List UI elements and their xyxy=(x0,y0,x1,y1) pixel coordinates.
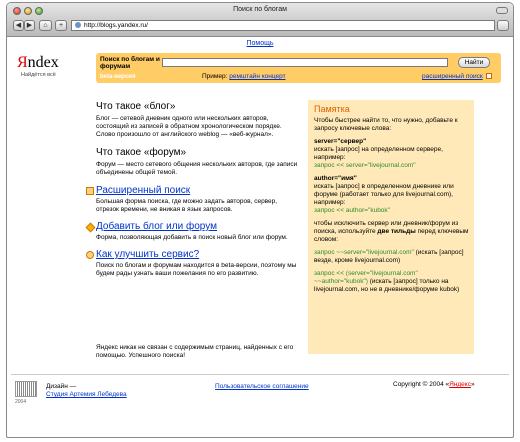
address-bar[interactable] xyxy=(71,20,495,31)
yandex-link[interactable]: Яндекс xyxy=(449,381,471,388)
window-title: Поиск по блогам xyxy=(233,6,287,13)
footer-design xyxy=(46,383,127,399)
search-button[interactable]: Найти xyxy=(458,57,490,68)
advanced-search-text: Большая форма поиска, где можно задать авторов, сервер, отрезок времени, не вникая в язык запросов. xyxy=(96,198,278,213)
add-blog-section xyxy=(96,221,301,242)
memo-author xyxy=(314,175,470,215)
memo-server xyxy=(314,138,470,170)
design-prefix: Дизайн — xyxy=(46,383,77,390)
forward-button[interactable]: ▶ xyxy=(24,20,35,31)
memo-body xyxy=(314,117,470,294)
forum-text: Форум — место сетевого общения нескольких авторов, где записи объединены общей темой. xyxy=(96,161,298,176)
back-button[interactable]: ◀ xyxy=(13,20,24,31)
advanced-search xyxy=(422,73,492,80)
blog-heading: Что такое «блог» xyxy=(96,101,176,112)
add-blog-title-link[interactable]: Добавить блог или форум xyxy=(96,221,217,232)
studio-logo-caption: 2004 xyxy=(15,399,27,405)
copyright: Copyright © 2004 «Яндекс» xyxy=(393,381,475,388)
improve-service-title-link[interactable]: Как улучшить сервис? xyxy=(96,249,200,260)
server-desc: искать [запрос] на определенном сервере, например: xyxy=(314,146,443,161)
logo-tagline: Найдётся всё xyxy=(21,72,56,78)
improve-service-icon xyxy=(86,251,94,259)
memo-panel xyxy=(308,100,474,354)
studio-logo-icon[interactable] xyxy=(15,381,37,397)
beta-label: beta-версия xyxy=(100,74,136,80)
main-content xyxy=(96,101,301,285)
site-icon xyxy=(75,22,81,28)
forum-heading: Что такое «форум» xyxy=(96,147,187,158)
author-example: запрос << author="kubok" xyxy=(314,207,390,214)
improve-service-section xyxy=(96,249,301,278)
advanced-search-icon xyxy=(86,187,94,195)
advanced-search-link[interactable]: расширенный поиск xyxy=(422,73,483,80)
user-agreement-link[interactable]: Пользовательское соглашение xyxy=(215,383,309,390)
yandex-logo[interactable] xyxy=(17,55,77,78)
improve-service-text: Поиск по блогам и форумам находится в beta-версии, поэтому мы будем рады узнать ваши пожелания по его развитию. xyxy=(96,262,297,277)
author-desc: искать [запрос] в определенном дневнике или форуме (работает только для livejournal.com), например: xyxy=(314,183,454,206)
server-key: server="сервер" xyxy=(314,138,367,145)
author-key: author="имя" xyxy=(314,175,357,182)
logo-text: Яndex xyxy=(17,54,59,71)
server-example: запрос << server="livejournal.com" xyxy=(314,162,416,169)
toolbar-toggle-button[interactable] xyxy=(496,7,508,14)
url-text: http://blogs.yandex.ru/ xyxy=(84,22,148,29)
search-label: Поиск по блогам и форумам xyxy=(100,56,160,70)
add-bookmark-button[interactable]: + xyxy=(55,20,67,31)
advanced-search-section xyxy=(96,185,301,214)
search-panel xyxy=(96,53,501,83)
address-dropdown-button[interactable] xyxy=(497,20,509,31)
memo-exclude: чтобы исключить сервер или дневник/форум из поиска, используйте две тильды перед ключевым словом: xyxy=(314,220,469,243)
search-example: Пример: ремштайн концерт xyxy=(202,73,286,80)
home-button[interactable]: ⌂ xyxy=(39,20,52,31)
memo-example-1: запрос ~~server="livejournal.com" (искать [запрос] везде, кроме livejournal.com) xyxy=(314,249,464,264)
help-link[interactable]: Помощь xyxy=(246,40,274,47)
memo-intro: Чтобы быстрее найти то, что нужно, добавьте к запросу ключевые слова: xyxy=(314,117,458,132)
add-blog-icon xyxy=(86,223,96,233)
advanced-search-title-link[interactable]: Расширенный поиск xyxy=(96,185,191,196)
advanced-search-icon xyxy=(486,73,492,79)
title-bar xyxy=(7,3,513,37)
help-row xyxy=(7,40,513,47)
disclaimer: Яндекс никак не связан с содержимым страниц, найденных с его помощью. Успешного поиска! xyxy=(96,344,294,359)
browser-window xyxy=(6,2,514,438)
add-blog-text: Форма, позволяющая добавить в поиск новый блог или форум. xyxy=(96,234,288,241)
memo-example-2: запрос << (server="livejournal.com" ~~author="kubok") (искать [запрос] только на livejournal.com, но не в дневнике/форуме kubok) xyxy=(314,270,460,293)
footer-divider xyxy=(11,374,509,375)
blog-text: Блог — сетевой дневник одного или нескольких авторов, состоящий из записей в обратном хронологическом порядке. Слово произошло от английского weblog — «веб-журнал». xyxy=(96,115,282,138)
search-input[interactable] xyxy=(162,58,448,67)
example-link[interactable]: ремштайн концерт xyxy=(229,73,286,80)
studio-link[interactable]: Студия Артемия Лебедева xyxy=(46,391,127,398)
memo-title: Памятка xyxy=(314,104,350,114)
